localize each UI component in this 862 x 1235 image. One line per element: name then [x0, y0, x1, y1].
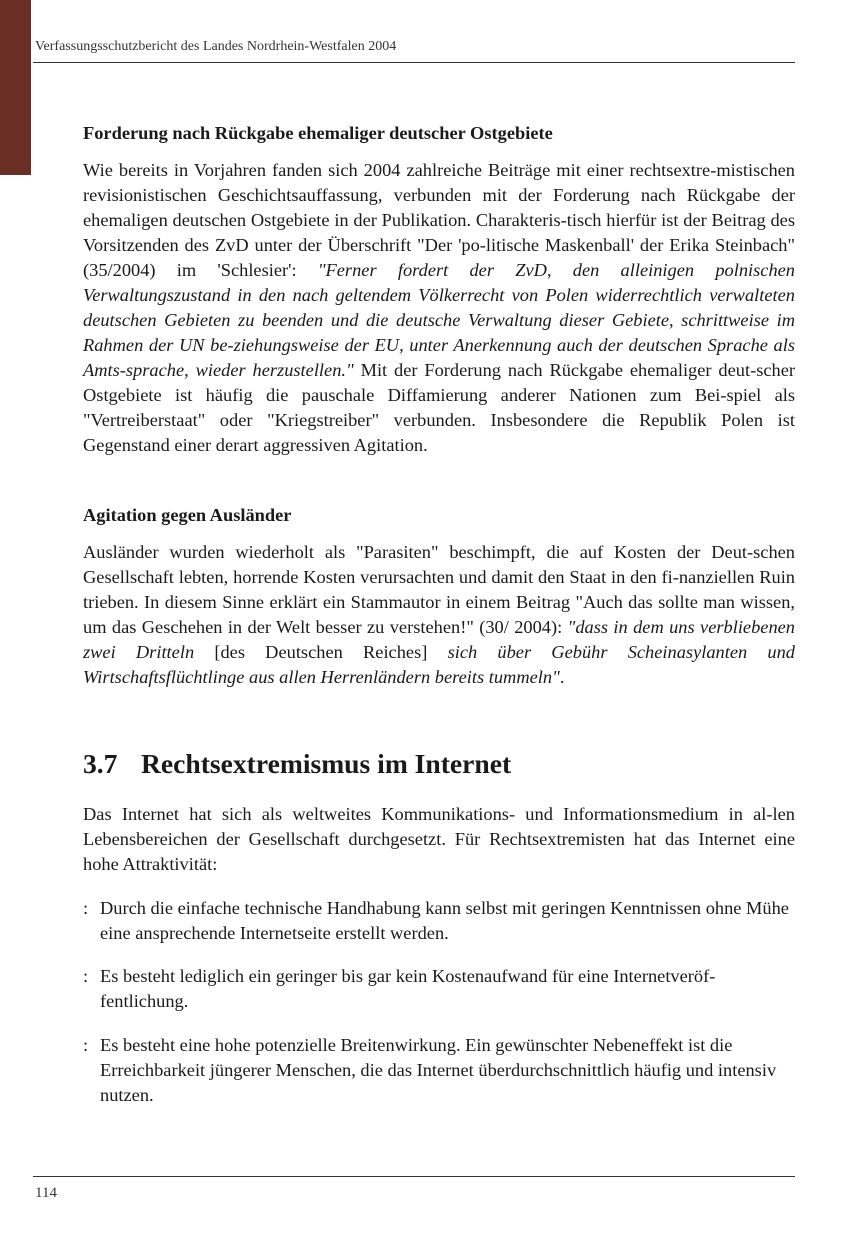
- list-item-text: Es besteht lediglich ein geringer bis gar kein Kostenaufwand für eine Internetveröf-fentlichung.: [100, 966, 716, 1011]
- paragraph-text: Wie bereits in Vorjahren fanden sich 2004 zahlreiche Beiträge mit einer rechtsextre-mistischen revisionistischen Geschichtsauffassung, verbunden mit der Forderung nach Rückgabe der ehemaligen deutschen Ostgebiete in der Publikation. Charakteris-tisch hierfür ist der Beitrag des Vorsitzenden des ZvD unter der Überschrift "Der 'po-litische Maskenball' der Erika Steinbach" (35/2004) im 'Schlesier':: [83, 160, 795, 280]
- paragraph-auslaender: [83, 540, 795, 690]
- bullet-marker: :: [83, 966, 89, 986]
- bullet-marker: :: [83, 898, 89, 918]
- subheading-auslaender: Agitation gegen Ausländer: [83, 505, 292, 525]
- paragraph-end: .: [559, 667, 565, 687]
- section-heading-internet: [83, 748, 512, 779]
- list-item: [83, 1033, 795, 1108]
- subheading-ostgebiete: Forderung nach Rückgabe ehemaliger deutscher Ostgebiete: [83, 123, 553, 143]
- quote-tummeln: sich über Gebühr Scheinasylanten und Wirtschaftsflüchtlinge aus allen Herrenländern bereits tummeln": [83, 642, 795, 687]
- footer-divider: [33, 1176, 795, 1177]
- list-item-text: Durch die einfache technische Handhabung kann selbst mit geringen Kenntnissen ohne Mühe eine ansprechende Internetseite erstellt werden.: [100, 898, 789, 943]
- running-header: Verfassungsschutzbericht des Landes Nordrhein-Westfalen 2004: [35, 39, 397, 54]
- paragraph-text: Ausländer wurden wiederholt als "Parasiten" beschimpft, die auf Kosten der Deut-schen Gesellschaft lebten, horrende Kosten verursachten und damit den Staat in den fi-nanziellen Ruin trieben. In diesem Sinne erklärt ein Stammautor in einem Beitrag "Auch das sollte man wissen, um das Geschehen in der Welt besser zu verstehen!" (30/ 2004):: [83, 542, 795, 637]
- list-item: [83, 896, 795, 946]
- bullet-marker: :: [83, 1035, 89, 1055]
- section-title: Rechtsextremismus im Internet: [141, 748, 512, 779]
- bracket-insert: [des Deutschen Reiches]: [194, 642, 448, 662]
- chapter-color-tab: [0, 0, 31, 175]
- page-number: 114: [35, 1185, 57, 1201]
- paragraph-ostgebiete: [83, 158, 795, 458]
- paragraph-text: Mit der Forderung nach Rückgabe ehemaliger deut-scher Ostgebiete ist häufig die pauschale Diffamierung anderer Nationen zum Bei-spiel als "Vertreiberstaat" oder "Kriegstreiber" verbunden. Insbesondere die Republik Polen ist Gegenstand einer derart aggressiven Agitation.: [83, 360, 795, 455]
- quote-zvd: "Ferner fordert der ZvD, den alleinigen polnischen Verwaltungszustand in den nach geltendem Völkerrecht von Polen widerrechtlich verwalteten deutschen Gebieten zu beenden und die deutsche Verwaltung dieser Gebiete, schrittweise im Rahmen der UN be-ziehungsweise der EU, unter Anerkennung auch der deutschen Sprache als Amts-sprache, wieder herzustellen.": [83, 260, 795, 380]
- quote-dritteln: "dass in dem uns verbliebenen zwei Dritteln: [83, 617, 796, 662]
- list-item-text: Es besteht eine hohe potenzielle Breitenwirkung. Ein gewünschter Nebeneffekt ist die Erreichbarkeit jüngerer Menschen, die das Internet überdurchschnittlich häufig und intensiv nutzen.: [100, 1035, 777, 1105]
- section-number: 3.7: [83, 748, 118, 779]
- paragraph-internet-intro: Das Internet hat sich als weltweites Kommunikations- und Informationsmedium in al-len Lebensbereichen der Gesellschaft durchgesetzt. Für Rechtsextremisten hat das Internet eine hohe Attraktivität:: [83, 804, 795, 874]
- list-item: [83, 964, 795, 1014]
- header-divider: [33, 62, 795, 63]
